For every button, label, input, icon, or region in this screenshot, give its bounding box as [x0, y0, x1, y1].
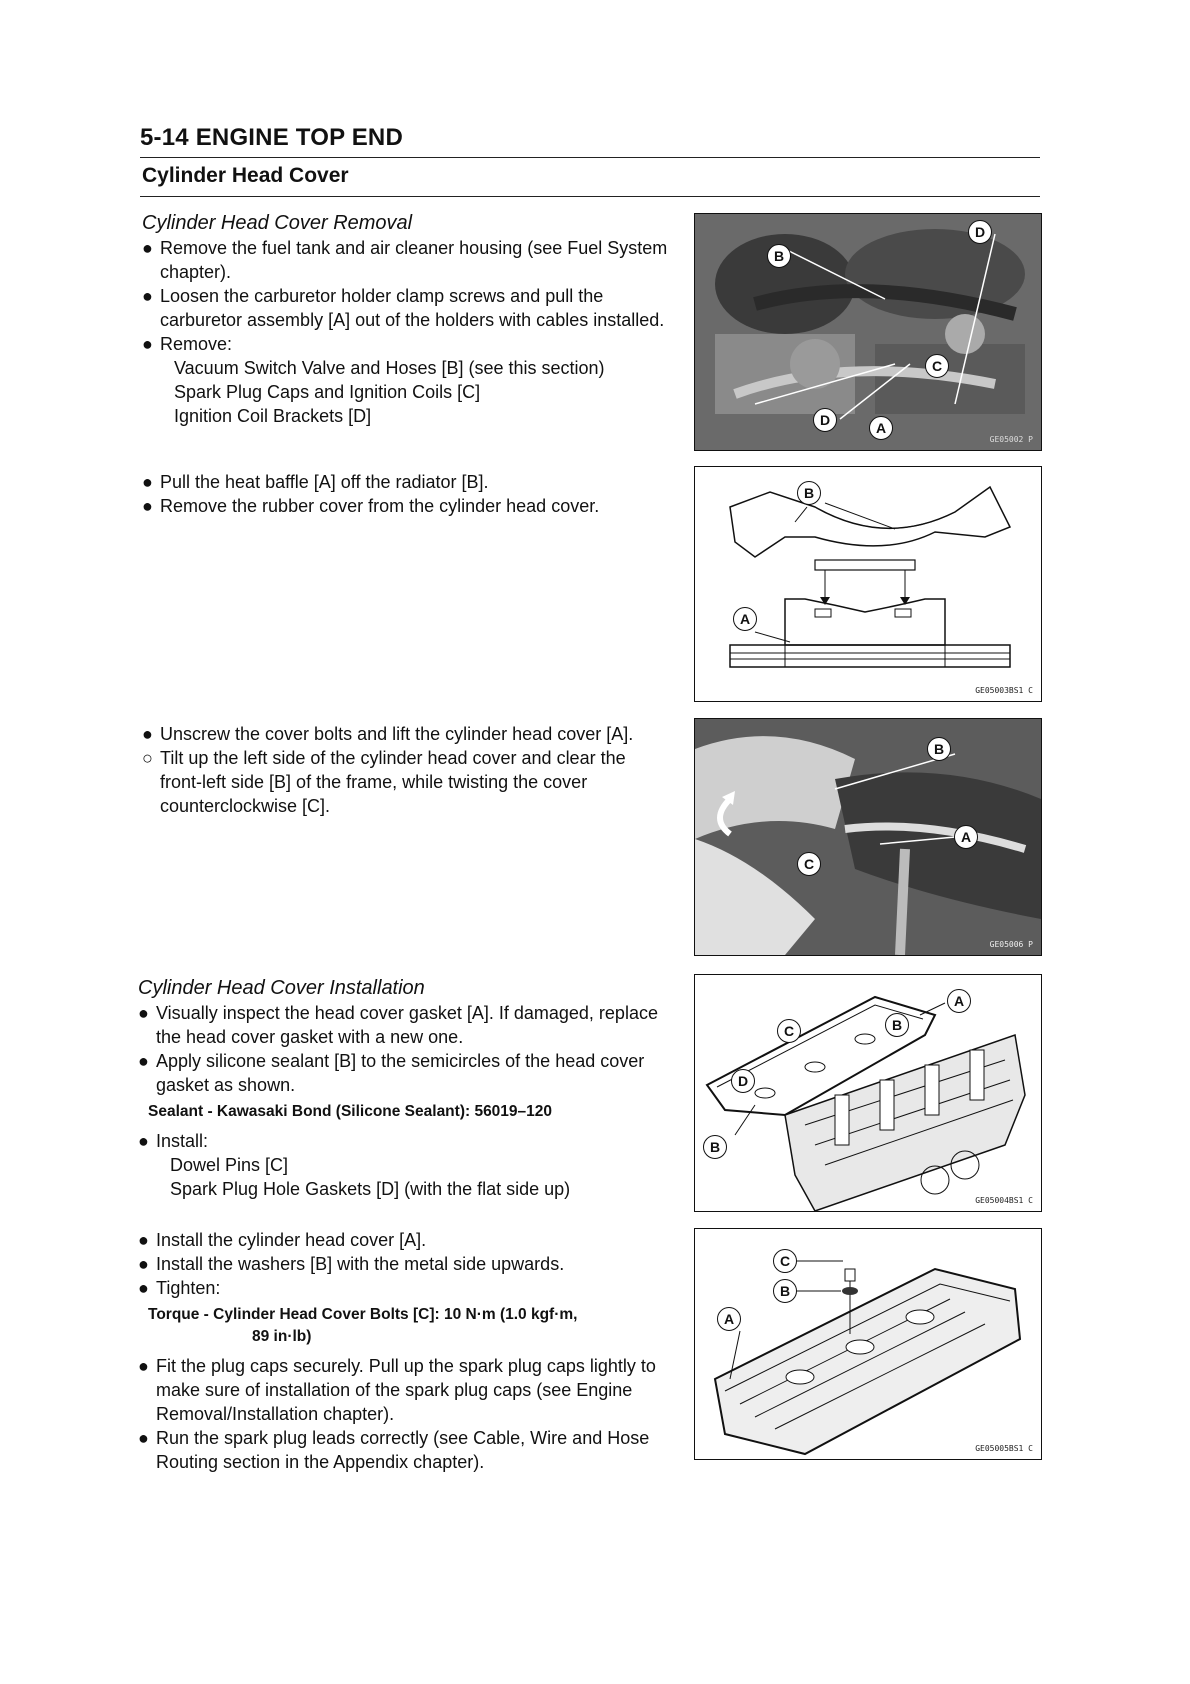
- callout-label: A: [869, 416, 893, 440]
- figure-code: GE05006 P: [989, 940, 1033, 949]
- remove-list-item: Vacuum Switch Valve and Hoses [B] (see this section): [174, 358, 605, 378]
- install-list-item: Spark Plug Hole Gaskets [D] (with the flat side up): [170, 1179, 571, 1199]
- callout-label: A: [947, 989, 971, 1013]
- callout-label: B: [767, 244, 791, 268]
- figure-gasket-diagram: [694, 974, 1042, 1212]
- figure-heat-baffle: [694, 466, 1042, 702]
- removal-heading: Cylinder Head Cover Removal: [142, 212, 413, 234]
- callout-label: C: [925, 354, 949, 378]
- section-rule: [140, 196, 1040, 197]
- callout-label: D: [968, 220, 992, 244]
- figure-cover-lift-photo: [694, 718, 1042, 956]
- install-step-6: ● Tighten:: [138, 1278, 221, 1298]
- gasket-diagram: [695, 975, 1041, 1211]
- photo-illustration: [695, 214, 1041, 450]
- install-step-4: ● Install the cylinder head cover [A].: [138, 1230, 427, 1250]
- callout-label: C: [797, 852, 821, 876]
- cover-diagram: [695, 1229, 1041, 1459]
- install-step-2: ● Apply silicone sealant [B] to the semicircles of the head cover gasket as shown.: [138, 1051, 645, 1095]
- callout-label: B: [773, 1279, 797, 1303]
- callout-label: A: [717, 1307, 741, 1331]
- install-step-8: ● Run the spark plug leads correctly (see Cable, Wire and Hose Routing section in the Appendix chapter).: [138, 1428, 650, 1472]
- callout-label: A: [733, 607, 757, 631]
- callout-label: C: [773, 1249, 797, 1273]
- callout-label: A: [954, 825, 978, 849]
- remove-list-item: Ignition Coil Brackets [D]: [174, 406, 372, 426]
- remove-list-item: Spark Plug Caps and Ignition Coils [C]: [174, 382, 481, 402]
- header-rule: [140, 157, 1040, 158]
- callout-label: C: [777, 1019, 801, 1043]
- install-step-7: ● Fit the plug caps securely. Pull up the spark plug caps lightly to make sure of installation of the spark plug caps (see Engine Removal/Installation chapter).: [138, 1356, 656, 1424]
- removal-step-5: ● Remove the rubber cover from the cylinder head cover.: [142, 496, 600, 516]
- removal-step-2: ● Loosen the carburetor holder clamp screws and pull the carburetor assembly [A] out of the holders with cables installed.: [142, 286, 665, 330]
- figure-code: GE05005BS1 C: [975, 1444, 1033, 1453]
- callout-label: B: [885, 1013, 909, 1037]
- install-step-1: ● Visually inspect the head cover gasket [A]. If damaged, replace the head cover gasket with a new one.: [138, 1003, 658, 1047]
- removal-step-1: ● Remove the fuel tank and air cleaner housing (see Fuel System chapter).: [142, 238, 668, 282]
- removal-step-6: ● Unscrew the cover bolts and lift the cylinder head cover [A].: [142, 724, 634, 744]
- removal-section: [142, 210, 670, 428]
- sealant-spec: Sealant - Kawasaki Bond (Silicone Sealant): 56019–120: [148, 1103, 553, 1120]
- figure-code: GE05004BS1 C: [975, 1196, 1033, 1205]
- callout-label: D: [731, 1069, 755, 1093]
- page-title: 5-14 ENGINE TOP END: [140, 124, 403, 151]
- installation-heading: Cylinder Head Cover Installation: [138, 977, 425, 999]
- photo-illustration: [695, 719, 1041, 955]
- callout-label: B: [703, 1135, 727, 1159]
- removal-step-3: ● Remove:: [142, 334, 233, 354]
- install-step-3: ● Install:: [138, 1131, 209, 1151]
- figure-carburetor-photo: [694, 213, 1042, 451]
- figure-cover-install: [694, 1228, 1042, 1460]
- removal-step-4: ● Pull the heat baffle [A] off the radiator [B].: [142, 472, 489, 492]
- removal-section-3: [142, 722, 670, 818]
- torque-spec: Torque - Cylinder Head Cover Bolts [C]: 10 N·m (1.0 kgf·m, 89 in·lb): [148, 1306, 578, 1345]
- section-title: Cylinder Head Cover: [142, 164, 349, 187]
- callout-label: D: [813, 408, 837, 432]
- callout-label: B: [927, 737, 951, 761]
- installation-section-2: [138, 1228, 670, 1474]
- install-list-item: Dowel Pins [C]: [170, 1155, 289, 1175]
- removal-section-2: [142, 470, 670, 518]
- installation-section: [138, 975, 670, 1201]
- figure-code: GE05003BS1 C: [975, 686, 1033, 695]
- figure-code: GE05002 P: [989, 435, 1033, 444]
- removal-note: ○ Tilt up the left side of the cylinder head cover and clear the front-left side [B] of the frame, while twisting the cover counterclockwise [C].: [142, 748, 626, 816]
- callout-label: B: [797, 481, 821, 505]
- baffle-diagram: [695, 467, 1041, 701]
- install-step-5: ● Install the washers [B] with the metal side upwards.: [138, 1254, 565, 1274]
